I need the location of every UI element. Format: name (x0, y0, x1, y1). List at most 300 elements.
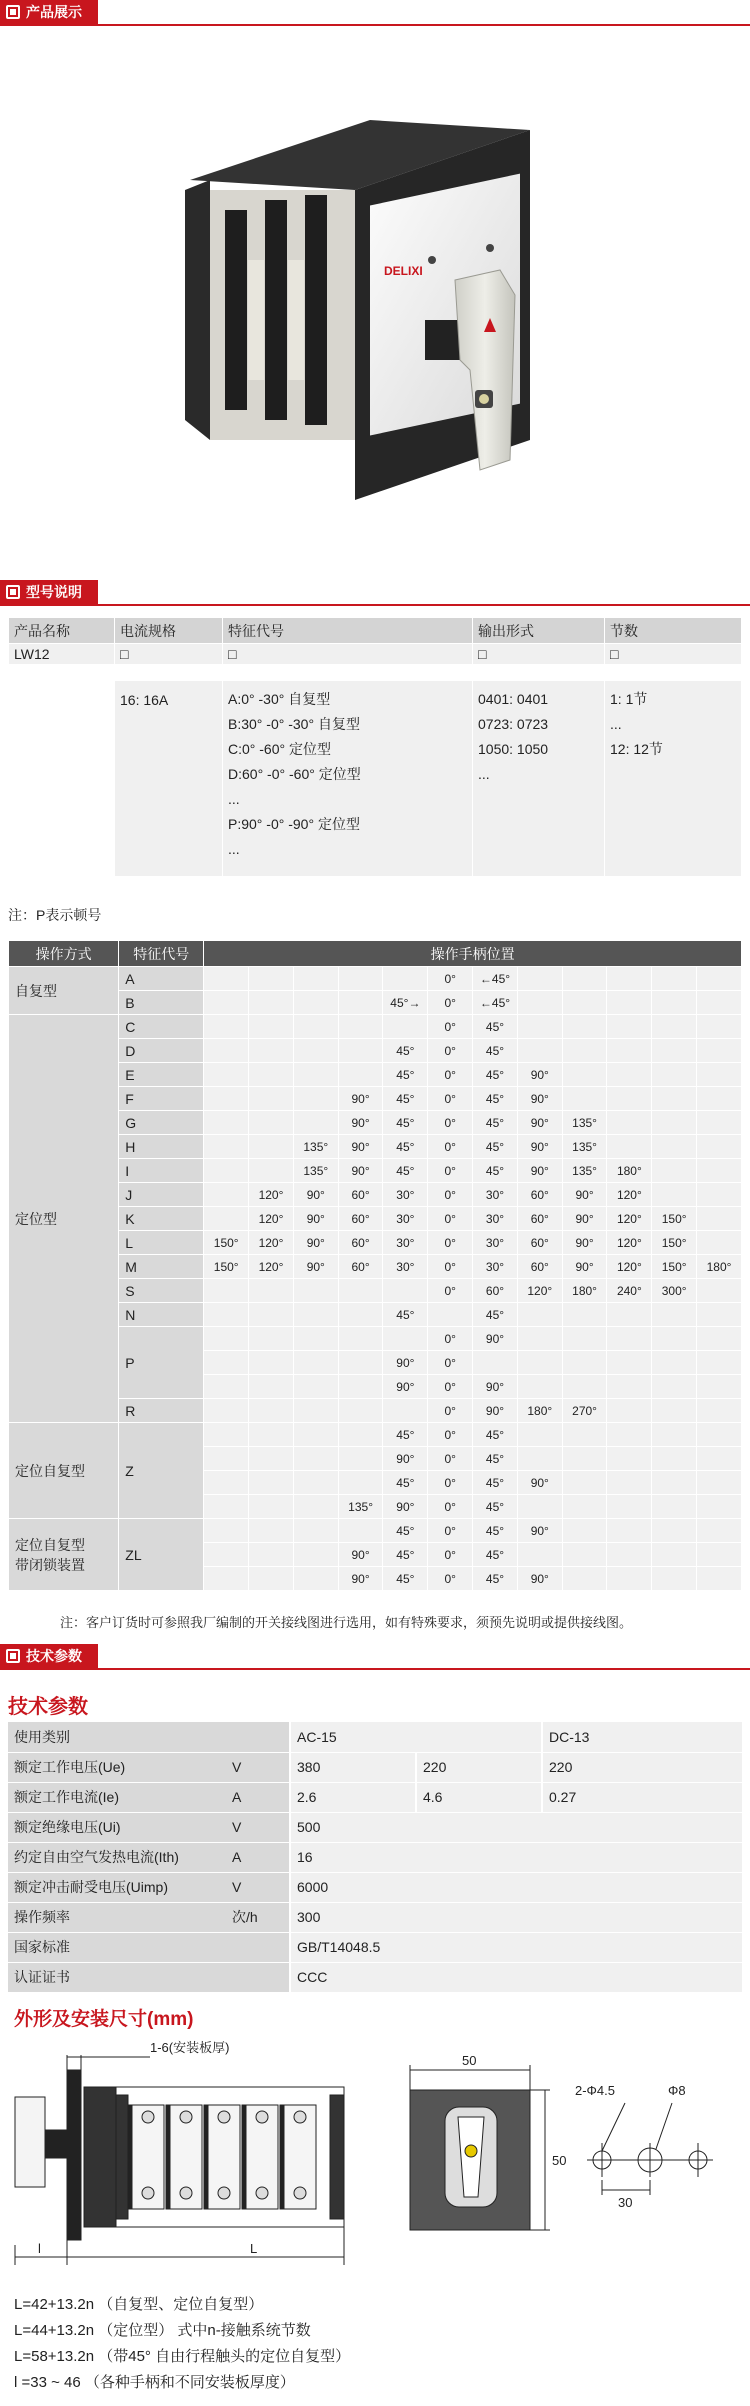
section-header-model (0, 580, 750, 606)
position-cell (383, 967, 428, 991)
position-cell (607, 1375, 652, 1399)
position-cell (293, 1279, 338, 1303)
position-cell (204, 967, 249, 991)
formulas (14, 2292, 350, 2396)
position-cell: 0° (428, 1351, 473, 1375)
position-cell: 45° (473, 1303, 518, 1327)
header-feature: 特征代号 (223, 618, 473, 644)
position-cell (204, 1135, 249, 1159)
tech-row (8, 1962, 742, 1992)
position-cell: 120° (249, 1183, 294, 1207)
position-cell (697, 1567, 742, 1591)
position-cell: 45° (473, 1159, 518, 1183)
position-cell: 45° (383, 1471, 428, 1495)
product-image (170, 120, 570, 500)
terminal-screw (294, 2187, 306, 2199)
position-cell (249, 1447, 294, 1471)
table-row (9, 1159, 742, 1183)
position-cell (249, 1399, 294, 1423)
position-cell (338, 1279, 383, 1303)
position-cell (249, 1495, 294, 1519)
code-cell: P (119, 1327, 204, 1399)
code-cell: M (119, 1255, 204, 1279)
position-cell: 45° (383, 1087, 428, 1111)
position-cell (517, 1375, 562, 1399)
section-header-tech (0, 1644, 750, 1670)
code-cell: B (119, 991, 204, 1015)
position-cell (249, 1351, 294, 1375)
position-cell: 135° (293, 1135, 338, 1159)
position-cell: 90° (517, 1471, 562, 1495)
feature-item: ... (228, 791, 240, 807)
position-cell (249, 1567, 294, 1591)
table-row (9, 1063, 742, 1087)
position-cell (338, 1351, 383, 1375)
param-unit (226, 1722, 290, 1752)
position-cell: 0° (428, 1519, 473, 1543)
position-cell: 60° (517, 1183, 562, 1207)
position-cell (562, 1447, 607, 1471)
position-cell (383, 1279, 428, 1303)
position-cell (652, 1063, 697, 1087)
operation-cell: 自复型 (9, 967, 119, 1015)
code-cell: F (119, 1087, 204, 1111)
tech-table (8, 1722, 742, 1993)
position-cell (293, 1351, 338, 1375)
position-cell: 0° (428, 1231, 473, 1255)
table-row (9, 967, 742, 991)
position-cell: 60° (338, 1231, 383, 1255)
position-cell: 45° (473, 1519, 518, 1543)
section-item: ... (610, 716, 622, 732)
position-cell: 45° (473, 1423, 518, 1447)
position-cell: 0° (428, 1399, 473, 1423)
position-cell (697, 1399, 742, 1423)
table-row (9, 1135, 742, 1159)
formula-line: L=58+13.2n （带45° 自由行程触头的定位自复型） (14, 2348, 351, 2365)
position-cell (249, 967, 294, 991)
code-cell: ZL (119, 1519, 204, 1591)
position-cell: 0° (428, 1471, 473, 1495)
hole-8-label: Φ8 (668, 2083, 686, 2098)
position-cell (652, 1351, 697, 1375)
header-operation: 操作方式 (9, 941, 119, 967)
position-cell (293, 1495, 338, 1519)
module-divider (204, 2105, 208, 2209)
position-cell: 45° (473, 1567, 518, 1591)
position-cell (249, 991, 294, 1015)
position-cell (249, 1519, 294, 1543)
formula-line: l =33 ~ 46 （各种手柄和不同安装板厚度） (14, 2374, 295, 2391)
position-cell (652, 1087, 697, 1111)
position-cell: 0° (428, 1279, 473, 1303)
param-value: 16 (290, 1842, 742, 1872)
param-value: GB/T14048.5 (290, 1932, 742, 1962)
position-cell: 45° (383, 1519, 428, 1543)
position-cell: 90° (383, 1351, 428, 1375)
height-50-label: 50 (552, 2153, 567, 2168)
feature-item: A:0° -30° 自复型 (228, 691, 331, 707)
position-cell: 0° (428, 1063, 473, 1087)
table-row (9, 1111, 742, 1135)
position-cell (249, 1159, 294, 1183)
section-header-display (0, 0, 750, 26)
param-name: 额定工作电压(Ue) (8, 1752, 226, 1782)
position-cell (293, 1423, 338, 1447)
position-cell (204, 1303, 249, 1327)
position-cell (249, 1135, 294, 1159)
position-cell: 45° (383, 1111, 428, 1135)
position-cell (204, 1519, 249, 1543)
l-label: l (38, 2241, 41, 2256)
table-row (9, 1015, 742, 1039)
feature-item: D:60° -0° -60° 定位型 (228, 766, 361, 782)
position-cell (428, 1303, 473, 1327)
terminal-screw (218, 2187, 230, 2199)
position-cell: 300° (652, 1279, 697, 1303)
position-cell: 60° (338, 1207, 383, 1231)
code-cell: L (119, 1231, 204, 1255)
position-cell (562, 1351, 607, 1375)
dims-title: 外形及安装尺寸(mm) (14, 2009, 194, 2030)
code-cell: C (119, 1015, 204, 1039)
terminal-screw (142, 2187, 154, 2199)
position-cell (204, 1567, 249, 1591)
output-item: 0723: 0723 (478, 716, 549, 732)
position-cell (338, 1519, 383, 1543)
terminal-screw (180, 2187, 192, 2199)
position-cell (204, 1183, 249, 1207)
table-row (9, 1255, 742, 1279)
position-cell (607, 1519, 652, 1543)
param-unit: A (226, 1842, 290, 1872)
position-cell (204, 1207, 249, 1231)
position-cell (652, 1375, 697, 1399)
panel-thickness-label: 1-6(安装板厚) (150, 2040, 230, 2055)
position-cell (204, 1159, 249, 1183)
position-cell (652, 1183, 697, 1207)
model-value: LW12 (9, 644, 115, 665)
position-cell (652, 1471, 697, 1495)
position-cell (517, 1495, 562, 1519)
position-cell (607, 1135, 652, 1159)
position-cell (607, 1471, 652, 1495)
position-cell: 90° (338, 1087, 383, 1111)
position-cell (562, 1423, 607, 1447)
param-name: 额定冲击耐受电压(Uimp) (8, 1872, 226, 1902)
position-cell: 45°→ (383, 991, 428, 1015)
position-cell (562, 1063, 607, 1087)
position-cell (338, 967, 383, 991)
position-cell (652, 1015, 697, 1039)
position-cell: 90° (383, 1375, 428, 1399)
position-cell: 120° (607, 1231, 652, 1255)
position-cell (293, 1111, 338, 1135)
position-cell: 135° (562, 1135, 607, 1159)
position-cell: 90° (473, 1375, 518, 1399)
position-cell: 0° (428, 1495, 473, 1519)
feature-item: ... (228, 841, 240, 857)
position-cell (383, 1015, 428, 1039)
position-cell (607, 1447, 652, 1471)
position-cell (652, 1399, 697, 1423)
code-cell: J (119, 1183, 204, 1207)
position-cell (697, 1183, 742, 1207)
position-cell: 45° (383, 1039, 428, 1063)
position-cell: 0° (428, 991, 473, 1015)
position-cell (562, 991, 607, 1015)
position-cell: 0° (428, 1135, 473, 1159)
position-cell (607, 1015, 652, 1039)
position-cell: 0° (428, 1183, 473, 1207)
position-cell (338, 1399, 383, 1423)
position-cell: 30° (383, 1207, 428, 1231)
position-cell: 30° (473, 1231, 518, 1255)
position-cell (652, 1519, 697, 1543)
position-cell (607, 1543, 652, 1567)
position-cell: 120° (607, 1207, 652, 1231)
position-cell (697, 1231, 742, 1255)
feature-item: B:30° -0° -30° 自复型 (228, 716, 360, 732)
position-cell: 120° (607, 1255, 652, 1279)
position-cell: 30° (473, 1255, 518, 1279)
position-cell: 45° (473, 1543, 518, 1567)
position-cell: 90° (383, 1495, 428, 1519)
position-cell (249, 1279, 294, 1303)
position-cell (338, 1471, 383, 1495)
position-cell: 45° (383, 1063, 428, 1087)
tech-row (8, 1842, 742, 1872)
position-cell (249, 1327, 294, 1351)
table-row (9, 1039, 742, 1063)
position-cell (652, 1543, 697, 1567)
position-cell: 0° (428, 1567, 473, 1591)
operation-cell: 定位自复型 带闭锁装置 (9, 1519, 119, 1591)
position-cell: 60° (338, 1255, 383, 1279)
position-cell: 30° (473, 1207, 518, 1231)
position-cell (652, 1567, 697, 1591)
position-cell (562, 1495, 607, 1519)
position-cell (652, 967, 697, 991)
position-cell: 150° (652, 1231, 697, 1255)
position-cell (652, 1327, 697, 1351)
position-cell: 135° (562, 1111, 607, 1135)
position-cell (607, 967, 652, 991)
position-cell: 120° (607, 1183, 652, 1207)
position-cell (204, 1423, 249, 1447)
position-cell (293, 1519, 338, 1543)
position-cell (383, 1327, 428, 1351)
position-cell (562, 1303, 607, 1327)
code-cell: E (119, 1063, 204, 1087)
position-cell (607, 1039, 652, 1063)
param-value: 500 (290, 1812, 742, 1842)
position-cell (338, 1063, 383, 1087)
position-cell (697, 1519, 742, 1543)
param-name: 额定绝缘电压(Ui) (8, 1812, 226, 1842)
tech-row (8, 1932, 742, 1962)
position-cell: 0° (428, 1207, 473, 1231)
position-cell: 180° (562, 1279, 607, 1303)
module-divider (242, 2105, 246, 2209)
position-cell: 45° (473, 1087, 518, 1111)
position-cell (204, 1327, 249, 1351)
position-cell (293, 1447, 338, 1471)
position-cell: 45° (473, 1111, 518, 1135)
param-value: 2.6 (290, 1782, 416, 1812)
table-row (9, 1327, 742, 1351)
position-cell: 0° (428, 1543, 473, 1567)
table-row (9, 1183, 742, 1207)
feature-item: P:90° -0° -90° 定位型 (228, 816, 360, 832)
terminal-screw (256, 2187, 268, 2199)
position-cell: 0° (428, 1015, 473, 1039)
header-product-name: 产品名称 (9, 618, 115, 644)
position-cell: 90° (562, 1231, 607, 1255)
position-cell (652, 1303, 697, 1327)
position-cell (517, 1351, 562, 1375)
position-cell (249, 1063, 294, 1087)
position-cell: 90° (562, 1255, 607, 1279)
position-cell (652, 1135, 697, 1159)
hole-4-5-label: 2-Φ4.5 (575, 2083, 616, 2098)
table-row (9, 1423, 742, 1447)
header-current: 电流规格 (115, 618, 223, 644)
section-title: 产品展示 (26, 4, 82, 20)
param-unit: V (226, 1752, 290, 1782)
module-divider (280, 2105, 284, 2209)
position-cell (607, 1351, 652, 1375)
position-cell (607, 1327, 652, 1351)
position-cell: 135° (293, 1159, 338, 1183)
output-item: 1050: 1050 (478, 741, 549, 757)
position-cell: 45° (473, 1135, 518, 1159)
formula-line: L=44+13.2n （定位型） 式中n-接触系统节数 (14, 2322, 311, 2339)
position-cell (697, 1135, 742, 1159)
position-cell (562, 967, 607, 991)
code-cell: I (119, 1159, 204, 1183)
current-spec: 16: 16A (120, 692, 169, 708)
position-cell: 45° (383, 1423, 428, 1447)
position-cell (562, 1519, 607, 1543)
position-cell: 30° (383, 1231, 428, 1255)
position-cell (652, 1159, 697, 1183)
terminal-screw (180, 2111, 192, 2123)
param-value: DC-13 (542, 1722, 742, 1752)
note-p: 注：P表示顿号 (8, 907, 102, 923)
position-cell: 0° (428, 967, 473, 991)
note-order: 注：客户订货时可参照我厂编制的开关接线图进行选用，如有特殊要求，须预先说明或提供接线图。 (60, 1615, 633, 1630)
position-cell (652, 1447, 697, 1471)
param-value: 300 (290, 1902, 742, 1932)
position-cell: 0° (428, 1423, 473, 1447)
code-cell: H (119, 1135, 204, 1159)
position-cell: 90° (293, 1183, 338, 1207)
position-cell: 90° (473, 1327, 518, 1351)
position-cell (697, 1039, 742, 1063)
position-cell (697, 1303, 742, 1327)
param-name: 认证证书 (8, 1962, 226, 1992)
table-row (9, 1399, 742, 1423)
position-cell: 60° (338, 1183, 383, 1207)
position-cell (517, 1039, 562, 1063)
table-row (9, 1303, 742, 1327)
param-name: 使用类别 (8, 1722, 226, 1752)
position-cell: 45° (473, 1063, 518, 1087)
position-cell: 45° (473, 1447, 518, 1471)
position-cell (517, 1423, 562, 1447)
position-cell: 45° (383, 1135, 428, 1159)
position-cell: 0° (428, 1327, 473, 1351)
position-cell: 45° (473, 1039, 518, 1063)
position-cell: 30° (383, 1183, 428, 1207)
position-cell (293, 1327, 338, 1351)
position-cell: 120° (517, 1279, 562, 1303)
section-title: 型号说明 (26, 584, 82, 600)
section-icon (6, 1649, 20, 1663)
position-cell: 60° (517, 1231, 562, 1255)
code-cell: K (119, 1207, 204, 1231)
position-cell: 90° (562, 1183, 607, 1207)
position-cell (204, 1399, 249, 1423)
position-cell (249, 1111, 294, 1135)
position-cell: 90° (517, 1519, 562, 1543)
position-cell: 90° (562, 1207, 607, 1231)
param-value: 0.27 (542, 1782, 742, 1812)
param-name: 约定自由空气发热电流(Ith) (8, 1842, 226, 1872)
position-cell (562, 1327, 607, 1351)
param-value: AC-15 (290, 1722, 542, 1752)
section-title: 技术参数 (26, 1648, 82, 1664)
param-value: CCC (290, 1962, 742, 1992)
position-cell: 120° (249, 1255, 294, 1279)
position-cell: 240° (607, 1279, 652, 1303)
position-cell (204, 1063, 249, 1087)
tech-row (8, 1722, 742, 1752)
param-unit: 次/h (226, 1902, 290, 1932)
position-cell: 90° (293, 1207, 338, 1231)
position-cell: 90° (293, 1255, 338, 1279)
position-cell (607, 991, 652, 1015)
table-row (9, 1087, 742, 1111)
terminal-screw (256, 2111, 268, 2123)
position-cell (249, 1543, 294, 1567)
position-cell: 90° (473, 1399, 518, 1423)
position-cell: 45° (473, 1495, 518, 1519)
position-cell (697, 1111, 742, 1135)
position-cell (293, 1087, 338, 1111)
position-cell (517, 1543, 562, 1567)
position-cell (607, 1399, 652, 1423)
position-cell (607, 1423, 652, 1447)
position-cell (562, 1375, 607, 1399)
param-unit (226, 1932, 290, 1962)
position-cell: 45° (473, 1471, 518, 1495)
module-divider (166, 2105, 170, 2209)
position-cell (204, 1495, 249, 1519)
position-cell: 0° (428, 1039, 473, 1063)
section-icon (6, 585, 20, 599)
position-cell (204, 1087, 249, 1111)
position-cell: 0° (428, 1375, 473, 1399)
position-cell: 180° (607, 1159, 652, 1183)
position-cell: 0° (428, 1255, 473, 1279)
position-cell: 0° (428, 1087, 473, 1111)
position-cell (697, 1159, 742, 1183)
position-cell (607, 1087, 652, 1111)
param-value: 4.6 (416, 1782, 542, 1812)
terminal-screw (294, 2111, 306, 2123)
